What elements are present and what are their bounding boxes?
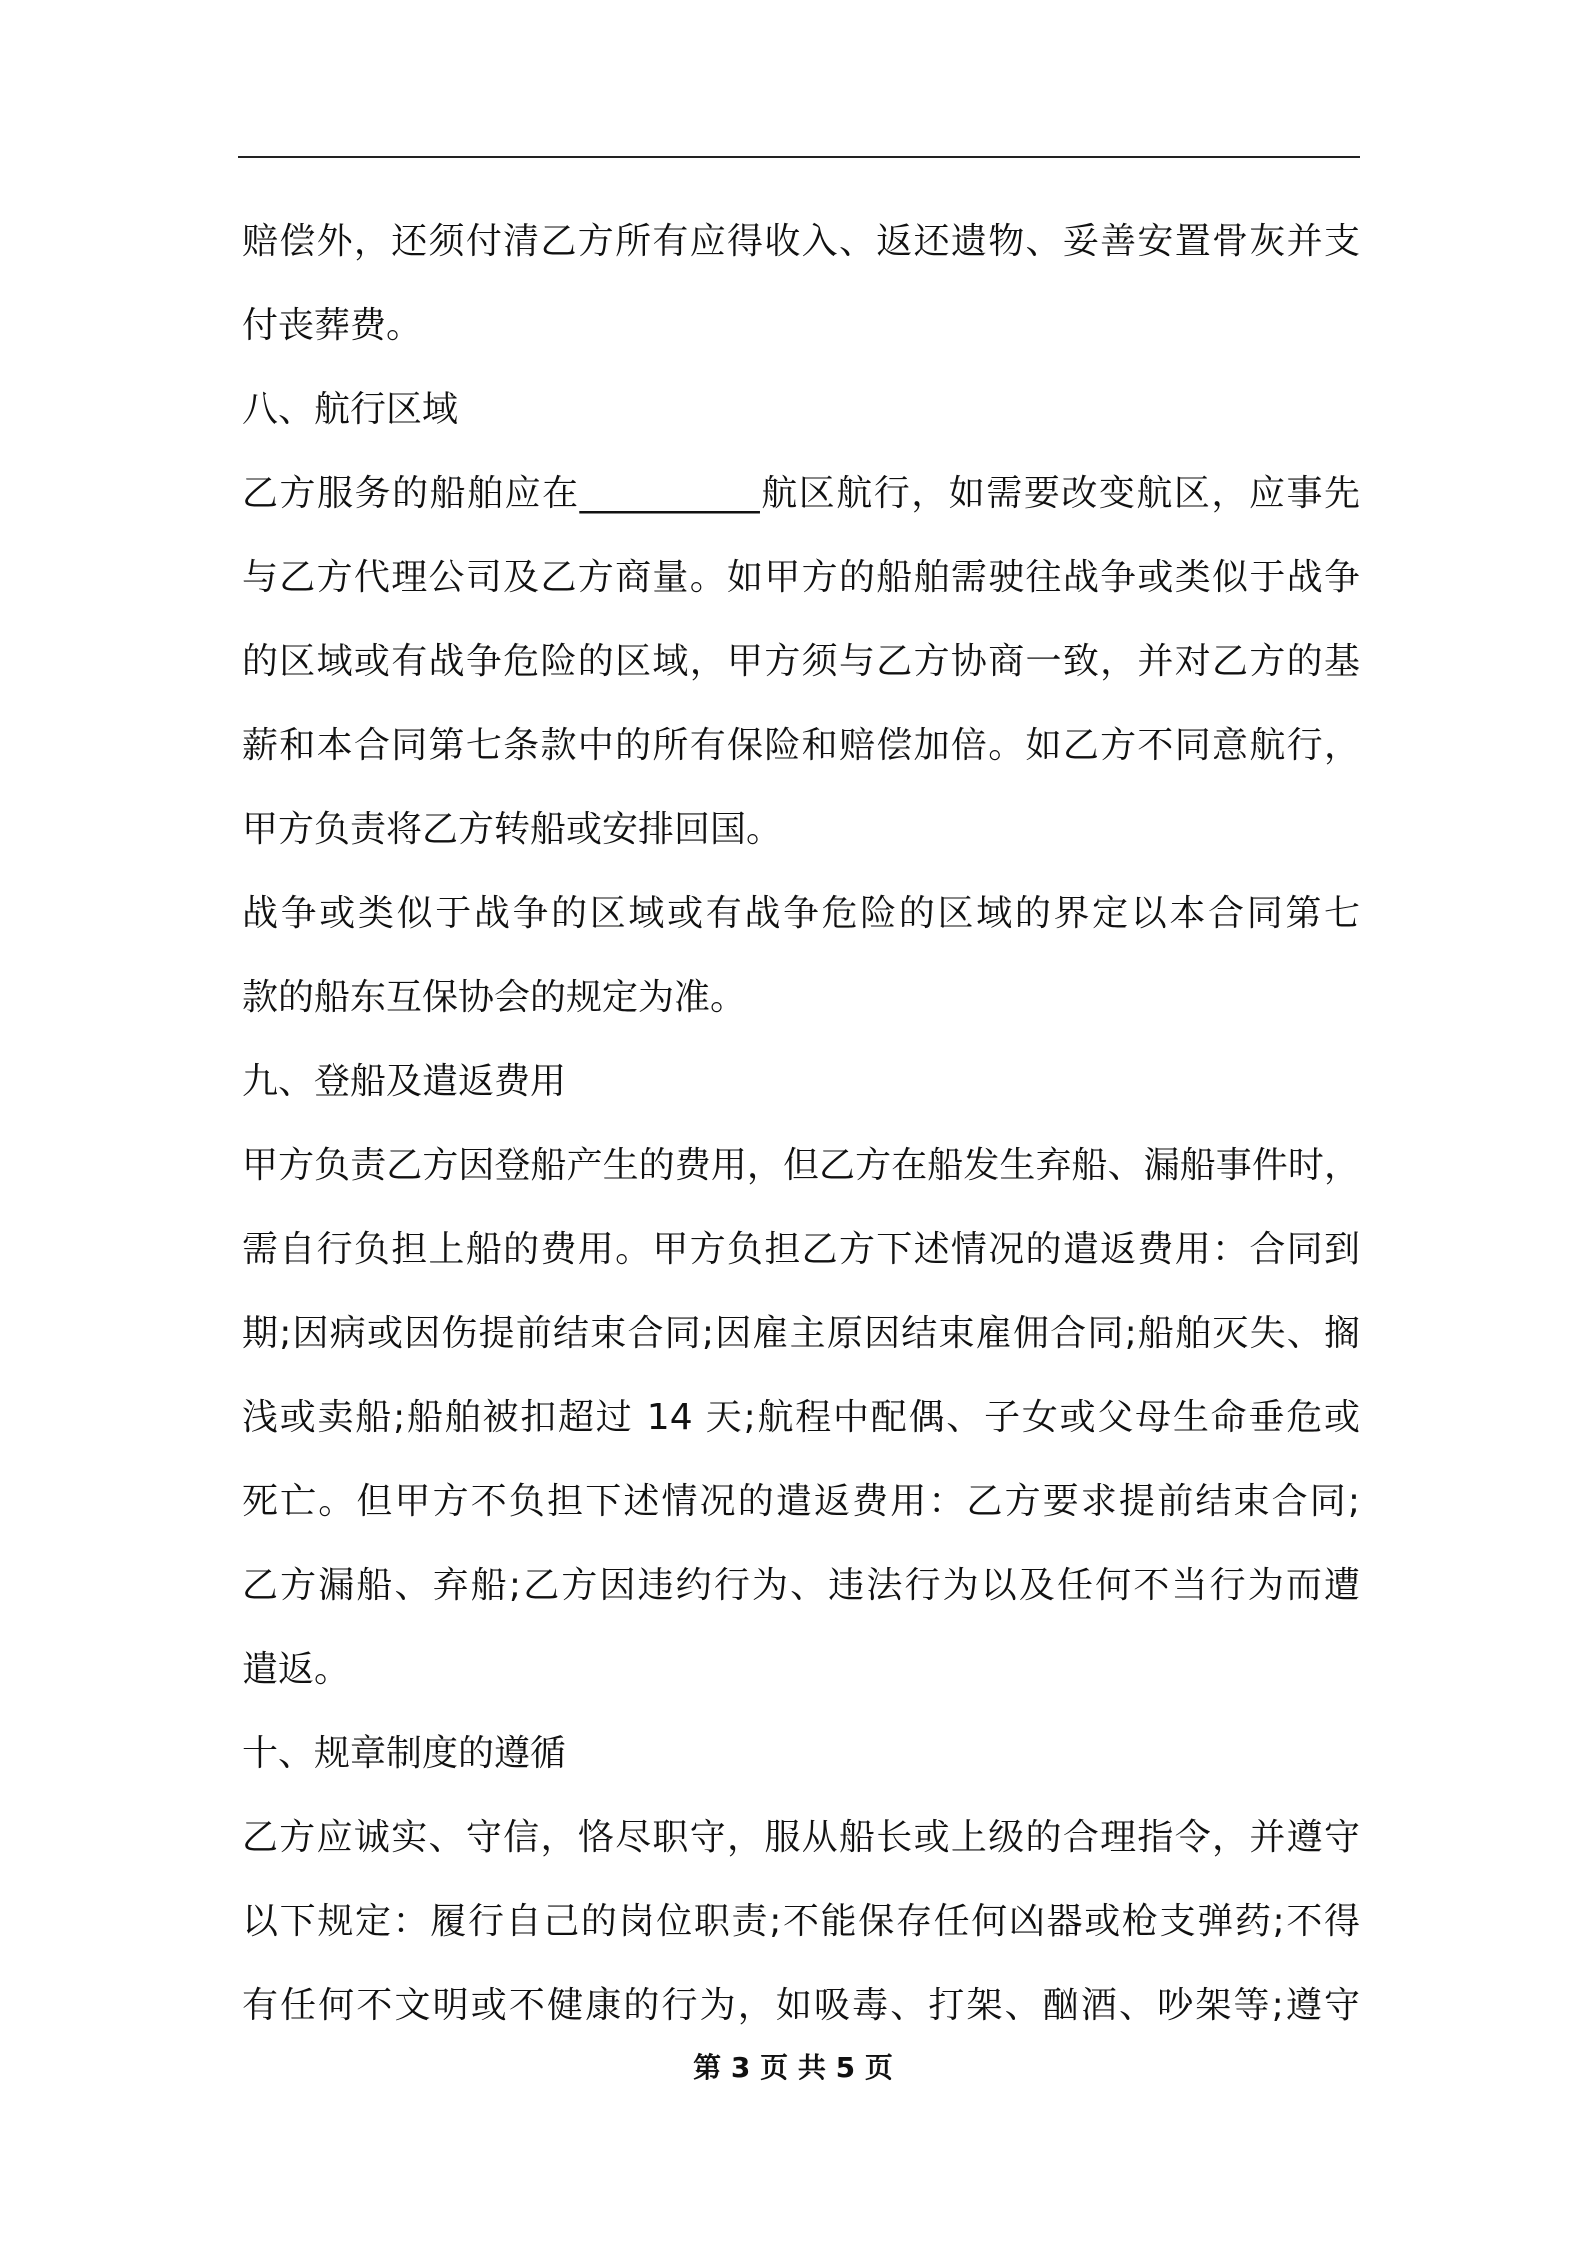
text-line: 遣返。 (242, 1649, 351, 1690)
section-heading: 八、航行区域 (242, 389, 459, 430)
section-heading: 九、登船及遣返费用 (242, 1061, 567, 1102)
text-line: 战争或类似于战争的区域或有战争危险的区域的界定以本合同第七 (242, 893, 1360, 934)
text-line: 浅或卖船;船舶被扣超过 14 天;航程中配偶、子女或父母生命垂危或 (242, 1397, 1360, 1438)
text-line: 死亡。但甲方不负担下述情况的遣返费用：乙方要求提前结束合同; (242, 1481, 1360, 1522)
text-line: 的区域或有战争危险的区域，甲方须与乙方协商一致，并对乙方的基 (242, 641, 1360, 682)
text-line: 甲方负责乙方因登船产生的费用，但乙方在船发生弃船、漏船事件时， (242, 1145, 1360, 1186)
header-rule (238, 156, 1360, 158)
text-line: 付丧葬费。 (242, 305, 423, 346)
text-line: 与乙方代理公司及乙方商量。如甲方的船舶需驶往战争或类似于战争 (242, 557, 1360, 598)
text-line: 期;因病或因伤提前结束合同;因雇主原因结束雇佣合同;船舶灭失、搁 (242, 1313, 1360, 1354)
text-line: 款的船东互保协会的规定为准。 (242, 977, 747, 1018)
text-line: 甲方负责将乙方转船或安排回国。 (242, 809, 783, 850)
text-line: 乙方应诚实、守信，恪尽职守，服从船长或上级的合理指令，并遵守 (242, 1817, 1360, 1858)
text-line: 薪和本合同第七条款中的所有保险和赔偿加倍。如乙方不同意航行， (242, 725, 1360, 766)
text-line: 乙方漏船、弃船;乙方因违约行为、违法行为以及任何不当行为而遭 (242, 1565, 1360, 1606)
text-line: 赔偿外，还须付清乙方所有应得收入、返还遗物、妥善安置骨灰并支 (242, 221, 1360, 262)
text-line: 以下规定：履行自己的岗位职责;不能保存任何凶器或枪支弹药;不得 (242, 1901, 1360, 1942)
document-body (242, 200, 1360, 2048)
page-number-footer: 第 3 页 共 5 页 (693, 2051, 893, 2084)
text-line: 乙方服务的船舶应在__________航区航行，如需要改变航区，应事先 (242, 473, 1360, 514)
text-line: 需自行负担上船的费用。甲方负担乙方下述情况的遣返费用：合同到 (242, 1229, 1360, 1270)
section-heading: 十、规章制度的遵循 (242, 1733, 567, 1774)
text-line: 有任何不文明或不健康的行为，如吸毒、打架、酗酒、吵架等;遵守 (242, 1985, 1360, 2026)
